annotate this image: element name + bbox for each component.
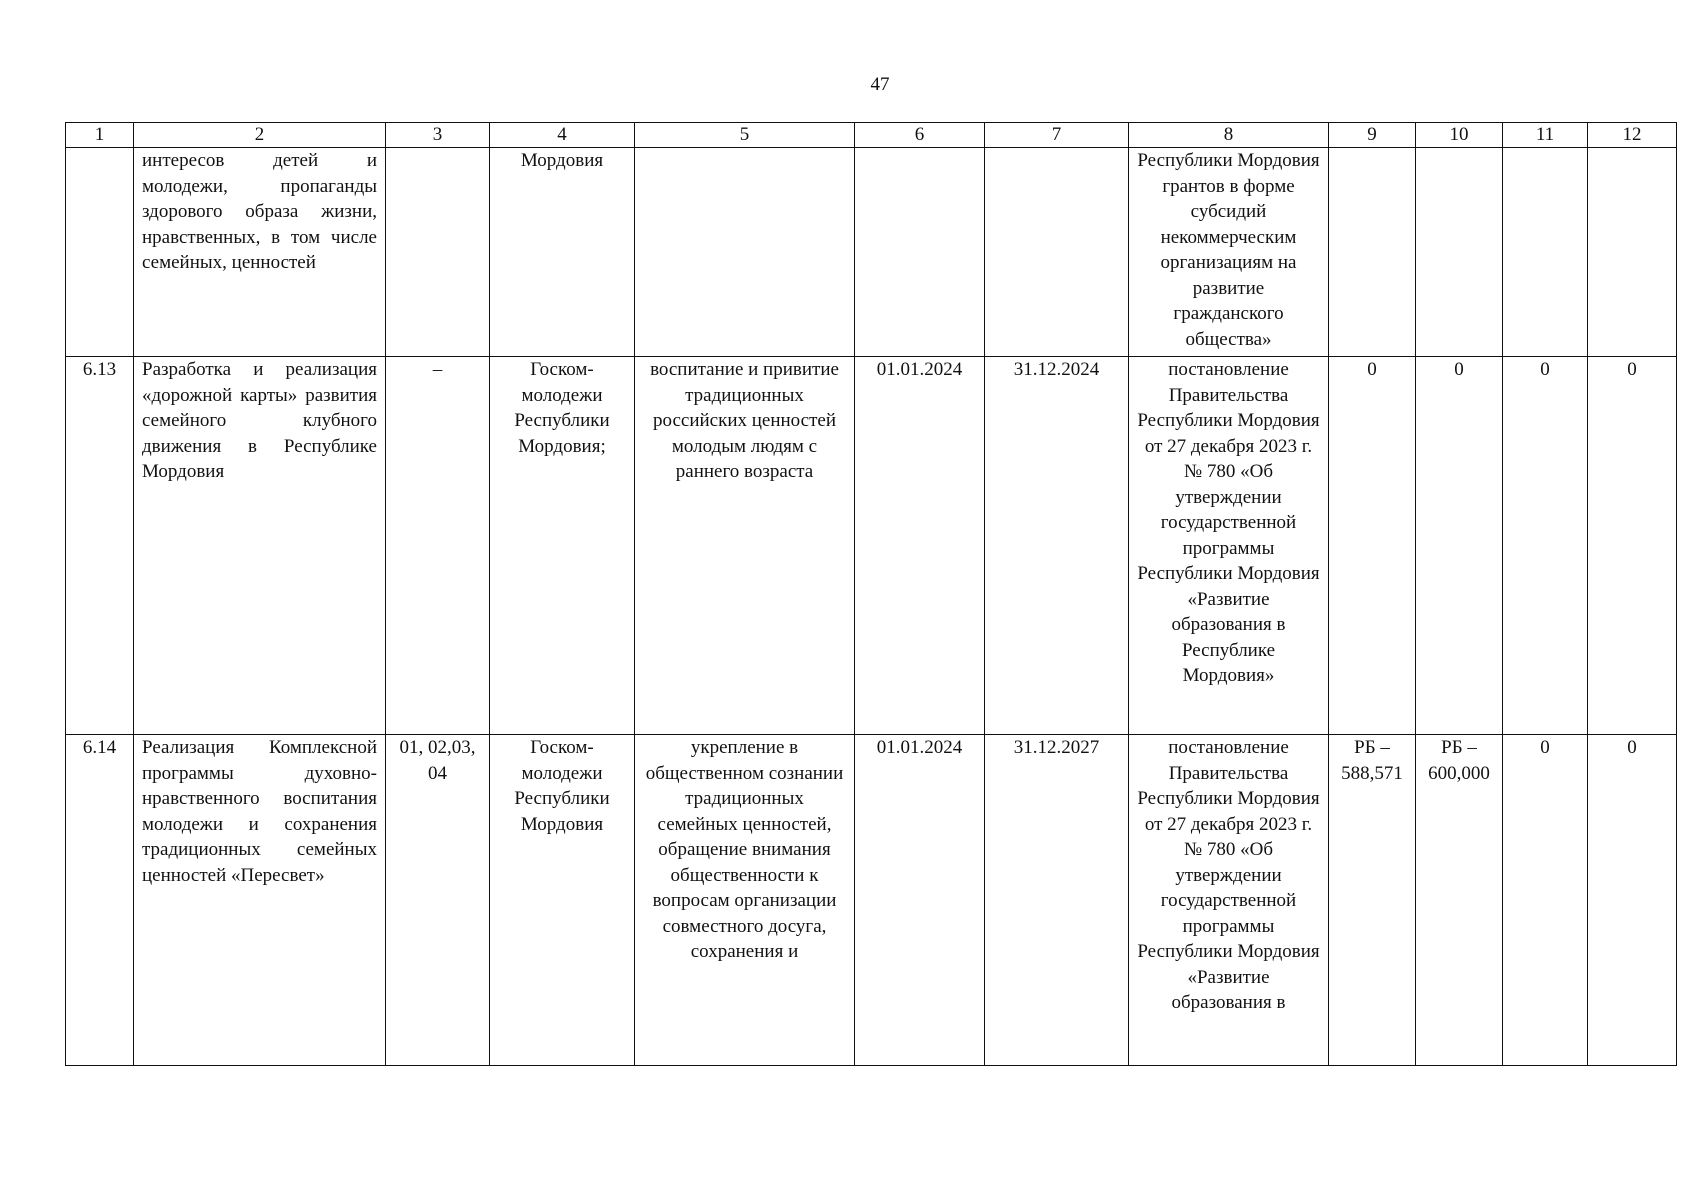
table-header-row [66,123,1677,148]
end-date-cell: 31.12.2024 [985,357,1129,735]
legal-basis-cell: постановление Правительства Республики Мордовия от 27 декабря 2023 г. № 780 «Об утверждении государственной программы Республики Мордовия «Развитие образования в Республике Мордовия» [1129,357,1329,735]
code-cell [386,148,490,357]
measure-name-cell: Разработка и реализация «дорожной карты» развития семейного клубного движения в Республике Мордовия [134,357,386,735]
row-number-cell: 6.13 [66,357,134,735]
start-date-cell: 01.01.2024 [855,735,985,1066]
legal-basis-cell: Республики Мордовия грантов в форме субсидий некоммерческим организациям на развитие гражданского общества» [1129,148,1329,357]
program-measures-table [65,122,1677,1066]
table-row [66,148,1677,357]
funding-cell-12: 0 [1588,735,1677,1066]
header-cell: 8 [1129,123,1329,148]
table-row [66,735,1677,1066]
end-date-cell [985,148,1129,357]
header-cell: 5 [635,123,855,148]
row-number-cell: 6.14 [66,735,134,1066]
funding-cell-11: 0 [1503,735,1588,1066]
legal-basis-cell: постановление Правительства Республики Мордовия от 27 декабря 2023 г. № 780 «Об утверждении государственной программы Республики Мордовия «Развитие образования в [1129,735,1329,1066]
header-cell: 6 [855,123,985,148]
executor-cell: Мордовия [490,148,635,357]
end-date-cell: 31.12.2027 [985,735,1129,1066]
funding-cell-11: 0 [1503,357,1588,735]
funding-cell-12 [1588,148,1677,357]
header-cell: 9 [1329,123,1416,148]
funding-cell-9: 0 [1329,357,1416,735]
measure-name-cell: Реализация Комплексной программы духовно-нравственного воспитания молодежи и сохранения традиционных семейных ценностей «Пересвет» [134,735,386,1066]
executor-cell: Госком-молодежи Республики Мордовия [490,735,635,1066]
funding-cell-10: РБ – 600,000 [1416,735,1503,1066]
funding-cell-11 [1503,148,1588,357]
header-cell: 7 [985,123,1129,148]
measure-name-cell: интересов детей и молодежи, пропаганды здорового образа жизни, нравственных, в том числе семейных, ценностей [134,148,386,357]
result-cell: укрепление в общественном сознании традиционных семейных ценностей, обращение внимания общественности к вопросам организации совместного досуга, сохранения и [635,735,855,1066]
funding-cell-10: 0 [1416,357,1503,735]
row-number-cell [66,148,134,357]
start-date-cell [855,148,985,357]
executor-cell: Госком-молодежи Республики Мордовия; [490,357,635,735]
funding-cell-12: 0 [1588,357,1677,735]
result-cell: воспитание и привитие традиционных российских ценностей молодым людям с раннего возраста [635,357,855,735]
funding-cell-10 [1416,148,1503,357]
header-cell: 1 [66,123,134,148]
code-cell: 01, 02,03, 04 [386,735,490,1066]
funding-cell-9 [1329,148,1416,357]
header-cell: 3 [386,123,490,148]
header-cell: 2 [134,123,386,148]
table-row [66,357,1677,735]
funding-cell-9: РБ – 588,571 [1329,735,1416,1066]
start-date-cell: 01.01.2024 [855,357,985,735]
header-cell: 11 [1503,123,1588,148]
result-cell [635,148,855,357]
header-cell: 12 [1588,123,1677,148]
code-cell: – [386,357,490,735]
header-cell: 4 [490,123,635,148]
page-number: 47 [870,74,890,95]
header-cell: 10 [1416,123,1503,148]
